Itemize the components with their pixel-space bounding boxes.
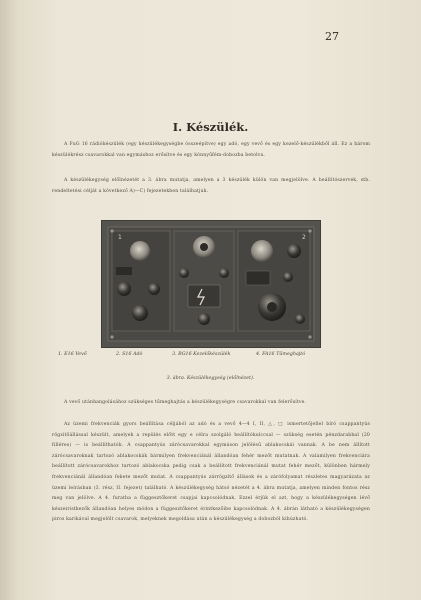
- vevo-dial-icon: [130, 241, 150, 261]
- panel-label-2: 2: [302, 234, 306, 241]
- radio-unit-illustration: [102, 221, 320, 347]
- chapter-title: I. Készülék.: [172, 120, 249, 134]
- caption-control-unit: 3. BG16 Kezelőkészülék: [172, 352, 231, 357]
- paragraph-intro: A FuG 16 rádiókészülék (egy készülékegységbe összeépítve) egy adó, egy vevő és egy kezelő-készülékből áll. Ez a három készülékrész csavarokkal van egymáshoz erősítve és egy könnyűfém-dobozba betolva.: [52, 142, 370, 158]
- figure-part-captions: [58, 352, 378, 362]
- page-number: 27: [325, 30, 339, 43]
- device-photo: [101, 220, 321, 348]
- paragraph-tuning-drive: A vevő utánhangolásához szükséges tűmeghajtás a készülékegységre csavarokkal van felerősítve.: [64, 400, 307, 405]
- paragraph-frequencies: Az üzemi frekvenciák gyors beállítása céljából az adó és a vevő 4—4 I, II, △, □ ismertetőjellel bíró csappantyús rögzítőállással készült, amelyek a repülés előtt egy e célra szolgáló beállítókulccsal — szükség esetén pénzdarabbal (20 filléres) — is beállíthatók. A csappantyús zárócsavarokkal egymáson jelölésű ablakocskái vannak. A be nem állított zárócsavaroknak tartozó ablakocskák bármilyen frekvenciánál állandóan fehér mezőt mutatnak. A valamilyen frekvenciára beállított zárócsavarokhoz tartozó ablakocska pedig csak a beállított frekvenciánál mutat fehér mezőt, különben hármely frekvenciánál állandóan fekete mezőt mutat. A csappantyús zárrögzítő állások és a zárófolyamat részletes magyarázata az üzemi leírásban (3. rész, II. fejezet) található. A készülékegység hátsó nézetét a 4. ábra mutatja, amelyen minden fontos rész meg van jelölve. A 4. furatba a függesztőkeret csapjai kapcsolódnak. Ezzel érjük el azt, hogy a készülékegységen lévő készeiristkezők állandóan helyes módon a függesztőkeret érintkezőibe kapcsolódnak. A 4. ábrán látható a készülékegységen piros karikával megjelölt csavarok, melyeknek megoldása után a készülékegység a dobozból kihúzható.: [52, 422, 370, 523]
- figure-caption: 3. ábra. Készülékegység (előlnézet).: [166, 376, 255, 381]
- caption-transmitter: 2. S16 Adó: [116, 352, 143, 357]
- caption-tuning-drive: 4. FA16 Tűmeghajtó: [256, 352, 306, 357]
- caption-receiver: 1. E16 Vevő: [58, 352, 87, 357]
- panel-label-1: 1: [118, 234, 122, 241]
- paragraph-front-view: A készülékegység előlnézetét a 3. ábra mutatja, amelyen a 3 készülék külön van megjelölve. A beállítószervek, stb. rendeltetési célját a következő A)—C) fejezetekben találhatjuk.: [52, 178, 370, 194]
